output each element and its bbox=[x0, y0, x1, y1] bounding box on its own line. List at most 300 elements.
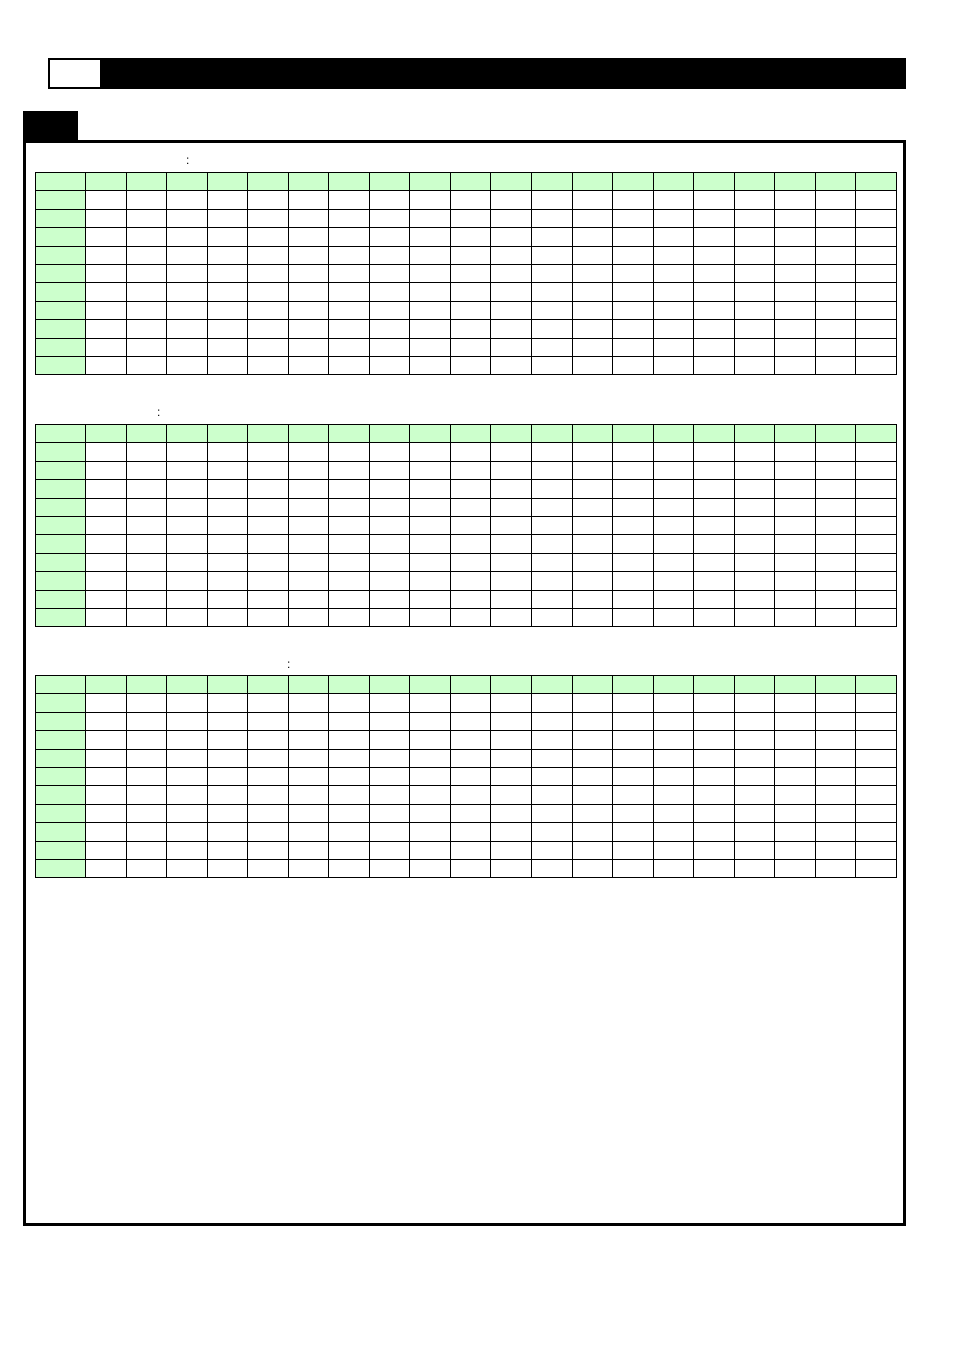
column-header-cell bbox=[775, 173, 816, 191]
table-cell bbox=[815, 731, 856, 749]
table-cell bbox=[491, 786, 532, 804]
table-row bbox=[36, 516, 897, 534]
table-cell bbox=[653, 356, 694, 374]
table-row bbox=[36, 841, 897, 859]
table-cell bbox=[126, 786, 167, 804]
table-cell bbox=[329, 461, 370, 479]
table-cell bbox=[694, 301, 735, 319]
table-cell bbox=[86, 767, 127, 785]
table-cell bbox=[248, 572, 289, 590]
table-cell bbox=[288, 823, 329, 841]
table-cell bbox=[856, 228, 897, 246]
table-cell bbox=[653, 498, 694, 516]
column-header-cell bbox=[86, 173, 127, 191]
table-cell bbox=[410, 535, 451, 553]
table-cell bbox=[613, 590, 654, 608]
table-cell bbox=[86, 443, 127, 461]
table-cell bbox=[86, 283, 127, 301]
table-cell bbox=[369, 804, 410, 822]
table-cell bbox=[613, 516, 654, 534]
table-cell bbox=[775, 498, 816, 516]
table-cell bbox=[734, 498, 775, 516]
table-cell bbox=[248, 608, 289, 626]
table-row bbox=[36, 246, 897, 264]
column-header-cell bbox=[775, 676, 816, 694]
table-cell bbox=[86, 804, 127, 822]
table-cell bbox=[694, 731, 735, 749]
table-cell bbox=[86, 572, 127, 590]
table-cell bbox=[369, 301, 410, 319]
table-cell bbox=[410, 356, 451, 374]
table-cell bbox=[86, 859, 127, 877]
table-cell bbox=[532, 356, 573, 374]
table-cell bbox=[288, 712, 329, 730]
table-cell bbox=[734, 320, 775, 338]
column-header-cell bbox=[36, 676, 86, 694]
table-cell bbox=[207, 694, 248, 712]
table-cell bbox=[369, 191, 410, 209]
table-cell bbox=[207, 786, 248, 804]
table-cell bbox=[167, 859, 208, 877]
table-cell bbox=[450, 443, 491, 461]
table-cell bbox=[288, 283, 329, 301]
table-cell bbox=[734, 749, 775, 767]
table-cell bbox=[653, 301, 694, 319]
table-cell bbox=[815, 694, 856, 712]
table-cell bbox=[126, 694, 167, 712]
table-cell bbox=[775, 516, 816, 534]
table-cell bbox=[856, 767, 897, 785]
table-cell bbox=[572, 264, 613, 282]
table-cell bbox=[86, 590, 127, 608]
table-cell bbox=[207, 264, 248, 282]
table-cell bbox=[775, 535, 816, 553]
table-cell bbox=[653, 191, 694, 209]
table-cell bbox=[613, 461, 654, 479]
row-header-cell bbox=[36, 480, 86, 498]
table-cell bbox=[572, 786, 613, 804]
table-cell bbox=[734, 209, 775, 227]
table-cell bbox=[815, 608, 856, 626]
table-cell bbox=[126, 191, 167, 209]
table-row bbox=[36, 356, 897, 374]
table-cell bbox=[775, 608, 816, 626]
table-cell bbox=[126, 731, 167, 749]
column-header-cell bbox=[694, 425, 735, 443]
table-cell bbox=[532, 461, 573, 479]
table-row bbox=[36, 731, 897, 749]
table-cell bbox=[126, 301, 167, 319]
table-cell bbox=[775, 767, 816, 785]
table-cell bbox=[329, 553, 370, 571]
table-cell bbox=[613, 480, 654, 498]
table-cell bbox=[126, 516, 167, 534]
table-cell bbox=[450, 590, 491, 608]
table-row bbox=[36, 264, 897, 282]
table-cell bbox=[694, 553, 735, 571]
table-cell bbox=[86, 712, 127, 730]
column-header-cell bbox=[450, 676, 491, 694]
table-cell bbox=[288, 320, 329, 338]
table-cell bbox=[613, 228, 654, 246]
table-cell bbox=[856, 498, 897, 516]
table-cell bbox=[613, 356, 654, 374]
table-cell bbox=[126, 209, 167, 227]
table-cell bbox=[491, 191, 532, 209]
table-cell bbox=[126, 320, 167, 338]
table-cell bbox=[167, 228, 208, 246]
table-cell bbox=[410, 209, 451, 227]
table-cell bbox=[694, 209, 735, 227]
table-cell bbox=[775, 804, 816, 822]
table-cell bbox=[86, 535, 127, 553]
table-cell bbox=[248, 246, 289, 264]
table-cell bbox=[369, 338, 410, 356]
table-cell bbox=[207, 246, 248, 264]
row-header-cell bbox=[36, 767, 86, 785]
table-cell bbox=[653, 767, 694, 785]
table-cell bbox=[815, 301, 856, 319]
table-cell bbox=[775, 228, 816, 246]
table-cell bbox=[167, 590, 208, 608]
column-header-cell bbox=[572, 425, 613, 443]
column-header-cell bbox=[167, 173, 208, 191]
table-cell bbox=[815, 767, 856, 785]
row-header-cell bbox=[36, 443, 86, 461]
table-cell bbox=[207, 480, 248, 498]
table-cell bbox=[653, 786, 694, 804]
table-cell bbox=[572, 209, 613, 227]
table-cell bbox=[86, 731, 127, 749]
column-header-cell bbox=[613, 173, 654, 191]
table-cell bbox=[369, 209, 410, 227]
table-cell bbox=[856, 356, 897, 374]
table-cell bbox=[775, 590, 816, 608]
table-cell bbox=[288, 608, 329, 626]
table-cell bbox=[126, 767, 167, 785]
row-header-cell bbox=[36, 516, 86, 534]
table-cell bbox=[694, 320, 735, 338]
table-cell bbox=[572, 608, 613, 626]
table-cell bbox=[734, 191, 775, 209]
table-cell bbox=[775, 338, 816, 356]
table-cell bbox=[329, 498, 370, 516]
column-header-cell bbox=[207, 173, 248, 191]
table-cell bbox=[410, 301, 451, 319]
table-cell bbox=[369, 572, 410, 590]
row-header-cell bbox=[36, 246, 86, 264]
table-cell bbox=[207, 209, 248, 227]
table-cell bbox=[207, 301, 248, 319]
table-cell bbox=[532, 301, 573, 319]
table-cell bbox=[167, 823, 208, 841]
table-cell bbox=[167, 191, 208, 209]
table-row bbox=[36, 461, 897, 479]
table-cell bbox=[491, 443, 532, 461]
table-cell bbox=[775, 841, 816, 859]
table-cell bbox=[167, 841, 208, 859]
table-cell bbox=[815, 749, 856, 767]
table-cell bbox=[207, 841, 248, 859]
table-cell bbox=[734, 264, 775, 282]
table-cell bbox=[207, 859, 248, 877]
row-header-cell bbox=[36, 356, 86, 374]
table-cell bbox=[491, 356, 532, 374]
table-cell bbox=[856, 209, 897, 227]
table-cell bbox=[329, 731, 370, 749]
table-cell bbox=[694, 516, 735, 534]
table-cell bbox=[86, 516, 127, 534]
table-cell bbox=[410, 841, 451, 859]
column-header-cell bbox=[248, 173, 289, 191]
table-cell bbox=[815, 572, 856, 590]
table-cell bbox=[410, 191, 451, 209]
table-cell bbox=[369, 553, 410, 571]
table-3 bbox=[35, 675, 897, 878]
table-cell bbox=[450, 246, 491, 264]
table-cell bbox=[856, 712, 897, 730]
table-cell bbox=[532, 731, 573, 749]
row-header-cell bbox=[36, 731, 86, 749]
table-cell bbox=[450, 264, 491, 282]
table-cell bbox=[653, 516, 694, 534]
row-header-cell bbox=[36, 535, 86, 553]
column-header-cell bbox=[288, 173, 329, 191]
table-cell bbox=[207, 443, 248, 461]
table-cell bbox=[369, 498, 410, 516]
table-cell bbox=[248, 443, 289, 461]
table-cell bbox=[734, 443, 775, 461]
table-cell bbox=[126, 228, 167, 246]
table-cell bbox=[248, 712, 289, 730]
table-cell bbox=[369, 516, 410, 534]
table-header-row bbox=[36, 676, 897, 694]
table-cell bbox=[775, 246, 816, 264]
table-cell bbox=[329, 749, 370, 767]
table-cell bbox=[491, 498, 532, 516]
table-cell bbox=[815, 498, 856, 516]
table-cell bbox=[369, 786, 410, 804]
table-cell bbox=[734, 572, 775, 590]
table-3-label: : bbox=[287, 657, 291, 671]
table-cell bbox=[369, 461, 410, 479]
row-header-cell bbox=[36, 804, 86, 822]
table-cell bbox=[369, 480, 410, 498]
table-cell bbox=[369, 749, 410, 767]
table-cell bbox=[207, 572, 248, 590]
table-cell bbox=[450, 516, 491, 534]
table-cell bbox=[734, 859, 775, 877]
table-cell bbox=[613, 553, 654, 571]
table-cell bbox=[329, 712, 370, 730]
table-cell bbox=[126, 823, 167, 841]
table-cell bbox=[248, 767, 289, 785]
table-cell bbox=[86, 264, 127, 282]
table-cell bbox=[532, 516, 573, 534]
table-cell bbox=[653, 731, 694, 749]
table-cell bbox=[775, 264, 816, 282]
table-cell bbox=[288, 859, 329, 877]
table-cell bbox=[815, 480, 856, 498]
column-header-cell bbox=[369, 425, 410, 443]
column-header-cell bbox=[410, 676, 451, 694]
column-header-cell bbox=[572, 173, 613, 191]
table-cell bbox=[86, 694, 127, 712]
table-cell bbox=[167, 572, 208, 590]
table-cell bbox=[329, 228, 370, 246]
table-cell bbox=[775, 786, 816, 804]
table-cell bbox=[450, 731, 491, 749]
table-cell bbox=[491, 859, 532, 877]
table-cell bbox=[491, 712, 532, 730]
table-cell bbox=[613, 712, 654, 730]
table-cell bbox=[410, 786, 451, 804]
table-cell bbox=[572, 841, 613, 859]
table-cell bbox=[775, 823, 816, 841]
table-cell bbox=[734, 767, 775, 785]
table-cell bbox=[856, 572, 897, 590]
table-cell bbox=[329, 443, 370, 461]
table-cell bbox=[815, 553, 856, 571]
row-header-cell bbox=[36, 338, 86, 356]
table-cell bbox=[288, 264, 329, 282]
table-row bbox=[36, 443, 897, 461]
table-cell bbox=[248, 731, 289, 749]
table-cell bbox=[329, 841, 370, 859]
table-cell bbox=[694, 283, 735, 301]
table-cell bbox=[694, 608, 735, 626]
table-cell bbox=[572, 461, 613, 479]
row-header-cell bbox=[36, 694, 86, 712]
table-cell bbox=[450, 301, 491, 319]
table-cell bbox=[126, 535, 167, 553]
table-cell bbox=[653, 749, 694, 767]
table-cell bbox=[815, 356, 856, 374]
table-cell bbox=[126, 804, 167, 822]
table-cell bbox=[450, 694, 491, 712]
table-cell bbox=[329, 804, 370, 822]
table-cell bbox=[329, 786, 370, 804]
table-cell bbox=[815, 786, 856, 804]
table-cell bbox=[410, 498, 451, 516]
table-cell bbox=[856, 301, 897, 319]
table-cell bbox=[450, 191, 491, 209]
table-cell bbox=[126, 608, 167, 626]
table-cell bbox=[167, 535, 208, 553]
table-cell bbox=[856, 338, 897, 356]
table-cell bbox=[410, 731, 451, 749]
table-cell bbox=[207, 712, 248, 730]
page-header-bar bbox=[48, 58, 906, 89]
table-cell bbox=[126, 283, 167, 301]
table-cell bbox=[450, 209, 491, 227]
table-cell bbox=[815, 461, 856, 479]
table-cell bbox=[248, 694, 289, 712]
table-cell bbox=[734, 712, 775, 730]
table-cell bbox=[694, 572, 735, 590]
column-header-cell bbox=[167, 676, 208, 694]
table-cell bbox=[167, 731, 208, 749]
table-cell bbox=[207, 608, 248, 626]
column-header-cell bbox=[775, 425, 816, 443]
column-header-cell bbox=[856, 173, 897, 191]
table-cell bbox=[694, 480, 735, 498]
table-cell bbox=[450, 841, 491, 859]
row-header-cell bbox=[36, 553, 86, 571]
table-cell bbox=[329, 590, 370, 608]
table-cell bbox=[694, 264, 735, 282]
table-cell bbox=[491, 246, 532, 264]
table-cell bbox=[450, 553, 491, 571]
table-cell bbox=[694, 461, 735, 479]
table-cell bbox=[694, 191, 735, 209]
table-cell bbox=[167, 356, 208, 374]
table-cell bbox=[248, 498, 289, 516]
table-cell bbox=[532, 823, 573, 841]
table-cell bbox=[288, 209, 329, 227]
table-cell bbox=[815, 338, 856, 356]
table-cell bbox=[572, 712, 613, 730]
table-cell bbox=[369, 535, 410, 553]
table-cell bbox=[491, 731, 532, 749]
table-cell bbox=[86, 191, 127, 209]
table-cell bbox=[248, 356, 289, 374]
table-cell bbox=[248, 461, 289, 479]
table-cell bbox=[369, 228, 410, 246]
table-cell bbox=[775, 443, 816, 461]
table-cell bbox=[167, 516, 208, 534]
table-cell bbox=[167, 480, 208, 498]
table-cell bbox=[856, 553, 897, 571]
table-cell bbox=[491, 749, 532, 767]
table-1-label: : bbox=[186, 153, 190, 167]
table-cell bbox=[288, 356, 329, 374]
table-cell bbox=[369, 731, 410, 749]
table-cell bbox=[329, 283, 370, 301]
table-cell bbox=[167, 553, 208, 571]
table-cell bbox=[248, 191, 289, 209]
table-cell bbox=[613, 804, 654, 822]
table-cell bbox=[288, 228, 329, 246]
table-cell bbox=[248, 320, 289, 338]
table-cell bbox=[734, 590, 775, 608]
table-cell bbox=[613, 301, 654, 319]
table-cell bbox=[613, 498, 654, 516]
table-cell bbox=[288, 498, 329, 516]
table-cell bbox=[856, 859, 897, 877]
column-header-cell bbox=[410, 425, 451, 443]
table-row bbox=[36, 804, 897, 822]
table-cell bbox=[653, 228, 694, 246]
table-cell bbox=[572, 283, 613, 301]
column-header-cell bbox=[126, 676, 167, 694]
table-cell bbox=[775, 461, 816, 479]
column-header-cell bbox=[248, 425, 289, 443]
table-cell bbox=[167, 786, 208, 804]
table-cell bbox=[248, 841, 289, 859]
column-header-cell bbox=[734, 173, 775, 191]
table-cell bbox=[329, 767, 370, 785]
table-cell bbox=[694, 749, 735, 767]
column-header-cell bbox=[329, 425, 370, 443]
table-cell bbox=[532, 283, 573, 301]
table-cell bbox=[653, 535, 694, 553]
table-cell bbox=[410, 572, 451, 590]
table-cell bbox=[532, 804, 573, 822]
table-cell bbox=[86, 356, 127, 374]
table-cell bbox=[369, 767, 410, 785]
row-header-cell bbox=[36, 749, 86, 767]
